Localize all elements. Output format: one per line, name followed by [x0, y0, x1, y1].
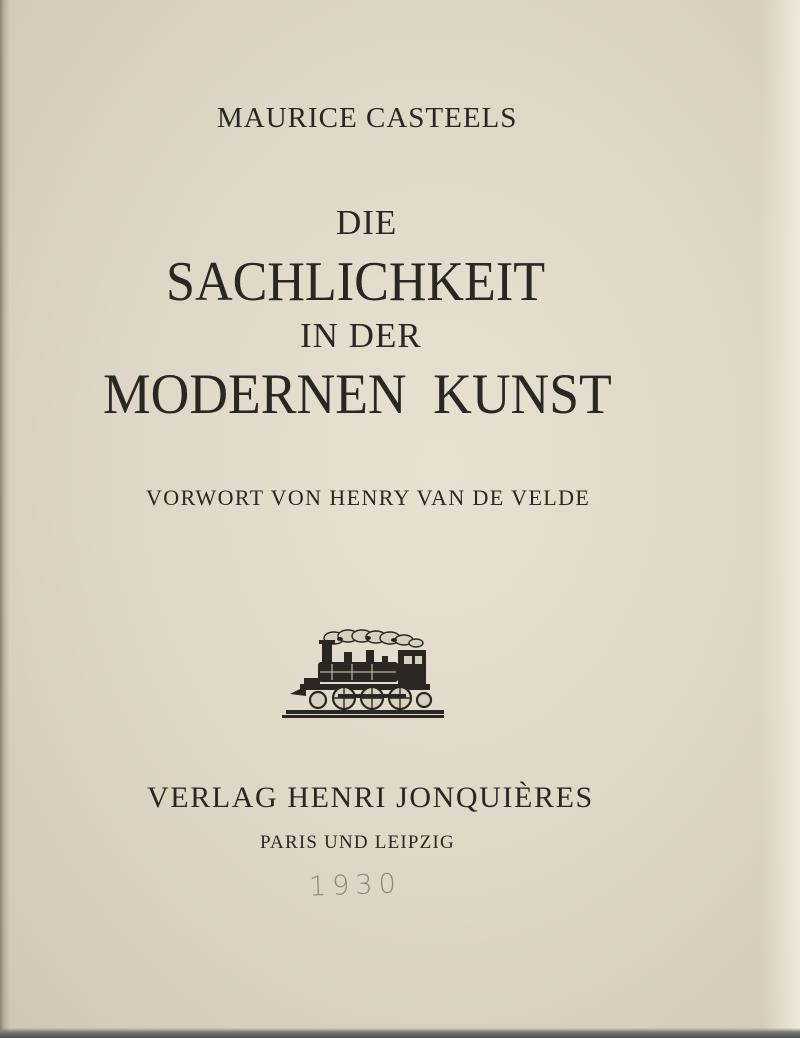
author-name: MAURICE CASTEELS — [217, 102, 518, 134]
page-bottom-edge — [0, 1028, 800, 1038]
foreword-credit: VORWORT VON HENRY VAN DE VELDE — [146, 485, 591, 510]
page-left-edge — [0, 0, 10, 1038]
publication-place: PARIS UND LEIPZIG — [260, 832, 455, 853]
title-line-4: MODERNEN KUNST — [103, 363, 612, 426]
title-line-1: DIE — [336, 203, 398, 242]
publisher-name: VERLAG HENRI JONQUIÈRES — [147, 781, 594, 814]
handwritten-year: 1930 — [308, 868, 403, 903]
page-right-edge — [760, 0, 800, 1038]
title-line-3: IN DER — [300, 316, 422, 355]
title-line-2: SACHLICHKEIT — [166, 251, 546, 313]
locomotive-icon — [282, 628, 444, 718]
